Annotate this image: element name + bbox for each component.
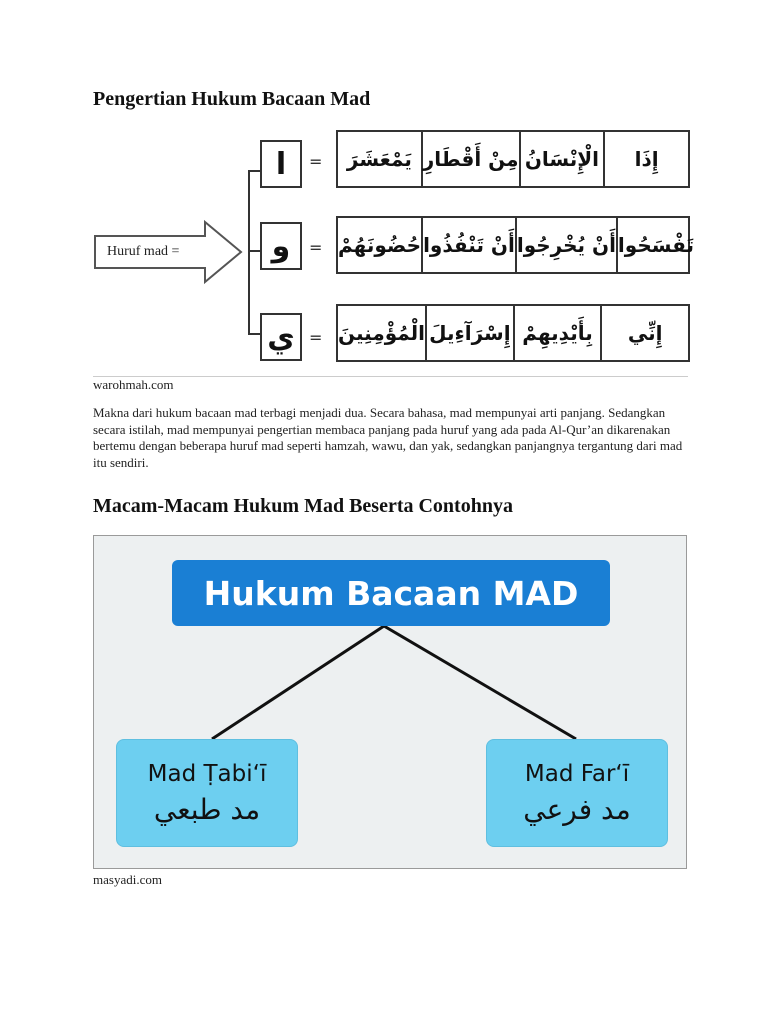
- word-cell: حُضُونَهُمْ: [338, 218, 423, 272]
- word-cell: إِنِّي: [627, 321, 663, 345]
- letter-alif: ا: [260, 140, 302, 188]
- word-cell: إِذَا: [634, 147, 659, 171]
- word-cell: أَنْ يُخْرِجُوا: [517, 218, 618, 272]
- word-cell: يَمْعَشَرَ: [338, 132, 423, 186]
- bracket-tick: [248, 250, 260, 252]
- figure-hukum-bacaan-mad: [93, 535, 687, 869]
- mad-tabii-arabic: مد طبعي: [153, 792, 261, 826]
- word-cell: أَنْ تَنْفُذُوا: [423, 218, 517, 272]
- figure-huruf-mad: [93, 128, 694, 376]
- mad-tabii-box: [116, 739, 298, 847]
- mad-fari-box: [486, 739, 668, 847]
- letter-wawu: و: [260, 222, 302, 270]
- word-cell: الْإِنْسَانُ: [521, 132, 606, 186]
- image-caption: warohmah.com: [93, 377, 174, 392]
- mad-fari-arabic: مد فرعي: [523, 792, 631, 826]
- image-caption: masyadi.com: [93, 872, 162, 887]
- word-cell: إِسْرَآءِيلَ: [427, 306, 515, 360]
- diagram-header: Hukum Bacaan MAD: [172, 560, 610, 626]
- word-row-alif: [336, 130, 690, 188]
- word-row-wawu: [336, 216, 694, 274]
- letter-ya: ي: [260, 313, 302, 361]
- bracket-tick: [248, 170, 260, 172]
- word-cell: مِنْ أَقْطَارِ: [423, 132, 521, 186]
- word-cell: الْمُؤْمِنِينَ: [338, 306, 427, 360]
- equals-sign: =: [309, 152, 323, 171]
- mad-fari-title: Mad Far‘ī: [524, 760, 630, 787]
- word-row-ya: [336, 304, 690, 362]
- equals-sign: =: [309, 238, 323, 257]
- word-cell: تَفْسَحُوا: [617, 233, 694, 257]
- arrow-label: Huruf mad =: [107, 244, 180, 259]
- figure-divider: [93, 376, 688, 377]
- body-paragraph: Makna dari hukum bacaan mad terbagi menjadi dua. Secara bahasa, mad mempunyai arti panjang. Sedangkan secara istilah, mad mempunyai pengertian membaca panjang pada huruf yang ada pada Al-Qur’an dikarenakan bertemu dengan beberapa huruf mad seperti hamzah, wawu, dan yak, sedangkan panjangnya tergantung dari mad itu sendiri.: [93, 405, 683, 470]
- bracket-tick: [248, 333, 260, 335]
- heading-pengertian: Pengertian Hukum Bacaan Mad: [93, 88, 371, 110]
- heading-macam: Macam-Macam Hukum Mad Beserta Contohnya: [93, 495, 513, 517]
- equals-sign: =: [309, 328, 323, 347]
- word-cell: بِأَيْدِيهِمْ: [515, 306, 603, 360]
- mad-tabii-title: Mad Ṭabi‘ī: [147, 760, 267, 787]
